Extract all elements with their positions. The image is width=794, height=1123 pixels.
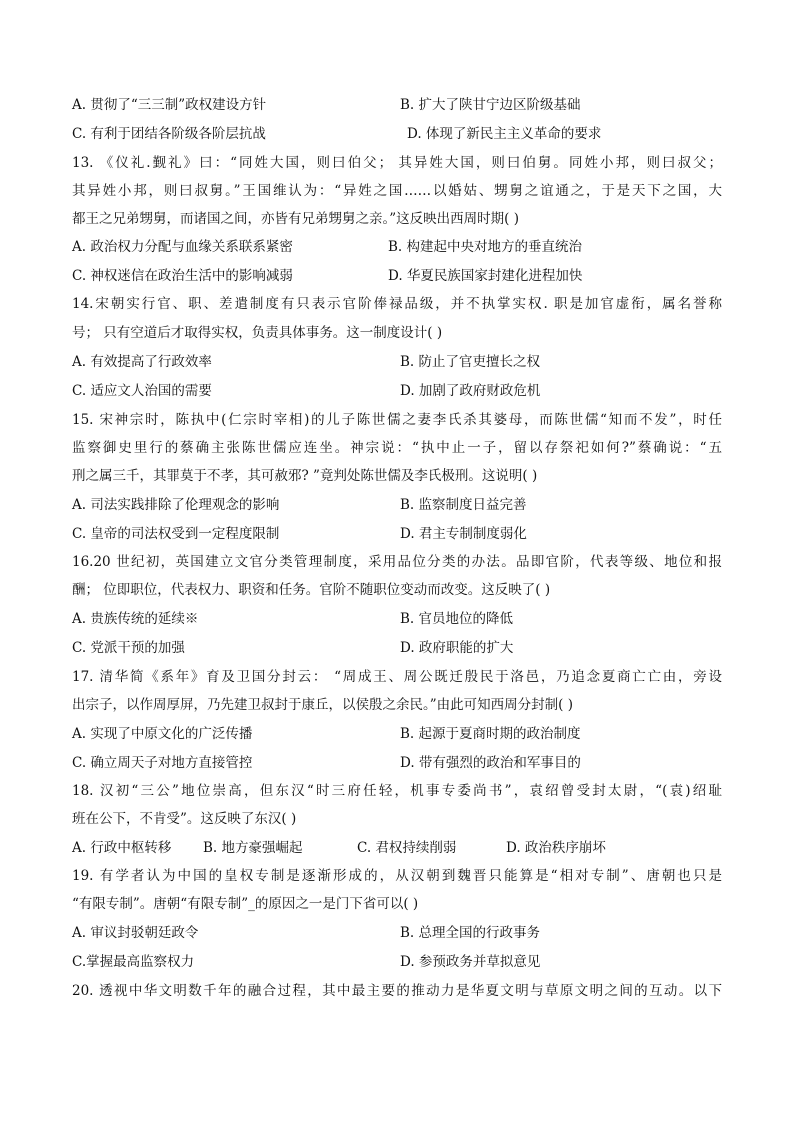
q15-stem-line: 刑之属三千，其罪莫于不孝，其可赦邪? ”竟判处陈世儒及李氏极刑。这说明( )	[72, 468, 538, 484]
q13-option-b: B. 构建起中央对地方的垂直统治	[388, 239, 583, 255]
q18-option-a: A. 行政中枢转移	[72, 840, 172, 856]
q14-option-a: A. 有效提高了行政效率	[72, 354, 212, 370]
q14-option-b: B. 防止了官吏擅长之权	[400, 354, 541, 370]
q15-stem-line: 监察御史里行的蔡确主张陈世儒应连坐。神宗说：“执中止一子，留以存祭祀如何?”蔡确说：“五	[72, 440, 722, 456]
q19-stem-line: 19. 有学者认为中国的皇权专制是逐渐形成的，从汉朝到魏晋只能算是“相对专制”、唐朝也只是	[72, 868, 722, 884]
q14-option-d: D. 加剧了政府财政危机	[400, 383, 541, 399]
q12-option-d: D. 体现了新民主主义革命的要求	[407, 126, 602, 142]
q20-stem-line: 20. 透视中华文明数千年的融合过程，其中最主要的推动力是华夏文明与草原文明之间的互动。以下	[72, 983, 722, 999]
q17-option-b: B. 起源于夏商时期的政治制度	[400, 726, 581, 742]
q18-option-d: D. 政治秩序崩坏	[506, 840, 606, 856]
q13-stem-line: 13. 《仪礼.觐礼》曰：“同姓大国，则曰伯父； 其异姓大国，则曰伯舅。同姓小邦，则曰叔父；	[72, 155, 722, 171]
q16-option-b: B. 官员地位的降低	[400, 611, 514, 627]
q19-option-d: D. 参预政务并草拟意见	[400, 954, 541, 970]
q17-option-a: A. 实现了中原文化的广泛传播	[72, 726, 253, 742]
q13-stem-line: 都王之兄弟甥舅，而诸国之间，亦皆有兄弟甥舅之亲。”这反映出西周时期( )	[72, 211, 519, 227]
q16-option-d: D. 政府职能的扩大	[400, 640, 514, 656]
q18-stem-line: 班在公下，不肯受”。这反映了东汉( )	[72, 811, 297, 827]
q13-option-c: C. 神权迷信在政治生活中的影响减弱	[72, 268, 293, 284]
q15-option-d: D. 君主专制制度弱化	[400, 526, 527, 542]
q16-stem-line: 16.20 世纪初，英国建立文官分类管理制度，采用品位分类的办法。品即官阶，代表等级、地位和报	[72, 554, 722, 570]
q14-option-c: C. 适应文人治国的需要	[72, 383, 212, 399]
q17-stem-line: 出宗子，以作周厚屏，乃先建卫叔封于康丘，以侯殷之余民。”由此可知西周分封制( )	[72, 697, 573, 713]
q18-option-b: B. 地方豪强崛起	[203, 840, 303, 856]
q17-option-c: C. 确立周天子对地方直接管控	[72, 755, 253, 771]
q18-stem-line: 18. 汉初“三公”地位崇高，但东汉“时三府任轻，机事专委尚书”，袁绍曾受封太尉，“(袁)绍耻	[72, 783, 722, 799]
q15-option-c: C. 皇帝的司法权受到一定程度限制	[72, 526, 280, 542]
q19-stem-line: “有限专制”。唐朝“有限专制”_的原因之一是门下省可以( )	[72, 896, 419, 912]
q16-option-c: C. 党派干预的加强	[72, 640, 185, 656]
q19-option-b: B. 总理全国的行政事务	[400, 925, 541, 941]
q19-option-c: C.掌握最高监察权力	[72, 954, 195, 970]
q13-stem-line: 其异姓小邦，则曰叔舅。”王国维认为：“异姓之国……以婚姑、甥舅之谊通之，于是天下之国，大	[72, 183, 722, 199]
q16-option-a: A. 贵族传统的延续※	[72, 611, 199, 627]
q17-stem-line: 17. 清华简《系年》育及卫国分封云： “周成王、周公既迁殷民于洛邑，乃追念夏商亡亡由，旁设	[72, 669, 722, 685]
q12-option-b: B. 扩大了陕甘宁边区阶级基础	[400, 97, 581, 113]
q15-option-b: B. 监察制度日益完善	[400, 497, 527, 513]
q14-stem-line: 号； 只有空道后才取得实权，负责具体事务。这一制度设计( )	[72, 325, 443, 341]
q13-option-a: A. 政治权力分配与血缘关系联系紧密	[72, 239, 293, 255]
q18-option-c: C. 君权持续削弱	[357, 840, 457, 856]
q12-option-c: C. 有利于团结各阶级各阶层抗战	[72, 126, 266, 142]
q15-option-a: A. 司法实践排除了伦理观念的影响	[72, 497, 280, 513]
q14-stem-line: 14.宋朝实行官、职、差遣制度有只表示官阶俸禄品级，并不执掌实权. 职是加官虚衔，属名誉称	[72, 296, 722, 312]
q12-option-a: A. 贯彻了“三三制”政权建设方针	[72, 97, 267, 113]
q16-stem-line: 酬； 位即职位，代表权力、职资和任务。官阶不随职位变动而改变。这反映了( )	[72, 582, 551, 598]
q19-option-a: A. 审议封驳朝廷政令	[72, 925, 199, 941]
q15-stem-line: 15. 宋神宗时，陈执中(仁宗时宰相)的儿子陈世儒之妻李氏杀其婆母，而陈世儒“知而不发”，时任	[72, 412, 722, 428]
q13-option-d: D. 华夏民族国家封建化进程加快	[388, 268, 583, 284]
q17-option-d: D. 带有强烈的政治和军事目的	[400, 755, 581, 771]
